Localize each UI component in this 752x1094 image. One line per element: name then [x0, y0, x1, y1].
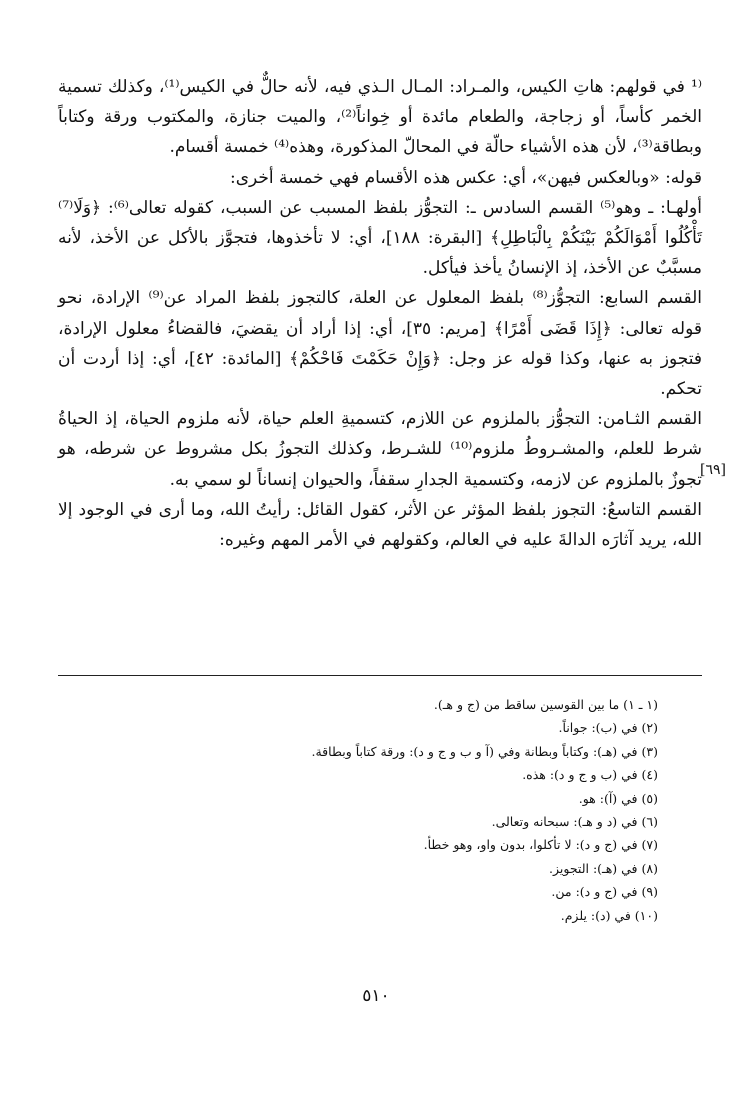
footnotes [98, 693, 658, 927]
paragraph-1: ⁽¹ في قولهم: هاتِ الكيس، والمـراد: المـال الـذي فيه، لأنه حالٌّ في الكيس⁽¹⁾، وكذلك تسمية الخمر كأساً، أو زجاجة، والطعام مائدة أو خِواناً⁽²⁾، والميت جنازة، والمكتوب ورقة وكتاباً وبطاقة⁽³⁾، لأن هذه الأشياء حالّة في المحالّ المذكورة، وهذه⁽⁴⁾ خمسة أقسام. [58, 77, 702, 158]
footnote-divider [58, 675, 702, 676]
paragraph-3: أولهـا: ـ وهو⁽⁵⁾ القسم السادس ـ: التجوُّز بلفظ المسبب عن السبب، كقوله تعالى⁽⁶⁾: ﴿وَلَا⁽⁷⁾ تَأْكُلُوا أَمْوَالَكُمْ بَيْنَكُمْ بِالْبَاطِلِ﴾ [البقرة: ١٨٨]، أي: لا تأخذوها، فتجوَّز بالأكل عن الأخذ، لأنه مسبَّبٌ عن الأخذ، إذ الإنسانُ يأخذ فيأكل. [58, 197, 702, 279]
paragraph-2: قوله: «وبالعكس فيهن»، أي: عكس هذه الأقسام فهي خمسة أخرى: [229, 167, 702, 188]
footnote-5: (٥) في (آ): هو. [578, 790, 658, 806]
footnote-6: (٦) في (د و هـ): سبحانه وتعالى. [491, 814, 658, 830]
footnote-3: (٣) في (هـ): وكتاباً وبطانة وفي (آ و ب و ج و د): ورقة كتاباً وبطاقة. [311, 743, 658, 759]
footnote-2: (٢) في (ب): جواناً. [558, 720, 658, 736]
paragraph-5: القسم الثـامن: التجوُّز بالملزوم عن اللازم، كتسميةِ العلم حياة، لأنه ملزوم الحياة، إذ الحياةُ شرط للعلم، والمشـروطُ ملزوم⁽¹⁰⁾ للشـرط، وكذلك التجوزُ بكل مشروط عن شرطه، هو تجوزٌ بالملزوم عن لازمه، وكتسمية الجدارِ سقفاً، والحيوان إنساناً لو سمي به. [58, 409, 703, 490]
page-number: ٥١٠ [362, 986, 390, 1006]
footnote-7: (٧) في (ج و د): لا تأكلوا، بدون واو، وهو خطأ. [423, 837, 658, 853]
margin-page-marker: [٦٩] [700, 462, 726, 478]
paragraph-6: القسم التاسعُ: التجوز بلفظ المؤثر عن الأثر، كقول القائل: رأيتُ الله، وما أرى في الوجود إلا الله، يريد آثارَه الدالةَ عليه في العالم، وكقولهم في الأمر المهم وغيره: [58, 499, 702, 551]
footnote-10: (١٠) في (د): يلزم. [560, 907, 658, 923]
footnote-1: (١ ـ ١) ما بين القوسين ساقط من (ج و هـ). [433, 697, 658, 712]
footnote-9: (٩) في (ج و د): من. [551, 884, 658, 900]
paragraph-4: القسم السابع: التجوُّز⁽⁸⁾ بلفظ المعلول عن العلة، كالتجوز بلفظ المراد عن⁽⁹⁾ الإرادة، نحو قوله تعالى: ﴿إِذَا قَضَى أَمْرًا﴾ [مريم: ٣٥]، أي: إذا أراد أن يقضيَ، فالقضاءُ معلول الإرادة، فتجوز به عنها، وكذا قوله عز وجل: ﴿وَإِنْ حَكَمْتَ فَاحْكُمْ﴾ [المائدة: ٤٢]، أي: إذا أردت أن تحكم. [58, 288, 703, 400]
footnote-8: (٨) في (هـ): التجويز. [549, 860, 658, 876]
footnote-4: (٤) في (ب و ج و د): هذه. [522, 767, 658, 783]
main-text [58, 72, 702, 555]
